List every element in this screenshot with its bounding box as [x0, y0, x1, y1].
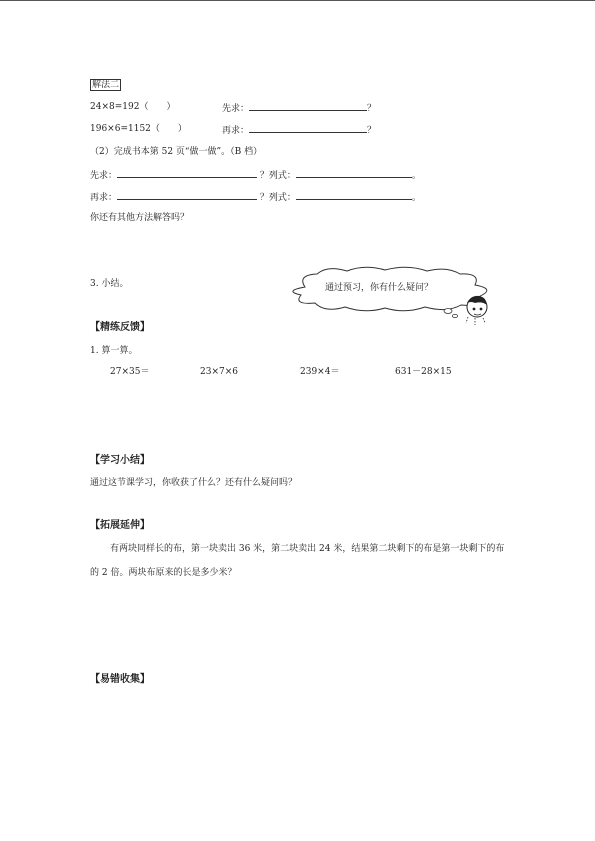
task2-formula-prompt: ？列式：	[259, 171, 296, 181]
method2-row2-prompt: 再求：	[222, 126, 250, 136]
period: 。	[411, 193, 421, 203]
answer-blank[interactable]	[249, 101, 367, 111]
question-mark: ？	[367, 104, 377, 114]
other-methods-question: 你还有其他方法解答吗？	[90, 213, 190, 223]
task2-instruction: （2）完成书本第 52 页“做一做”。（B 档）	[90, 147, 263, 157]
cartoon-child-icon	[466, 296, 487, 325]
method2-row1-expression: 24×8=192（ ）	[90, 102, 176, 112]
practice-item-label: 1. 算一算。	[90, 346, 138, 356]
practice-expression-3: 239×4＝	[300, 367, 340, 377]
task2-then-line	[90, 190, 421, 204]
method2-row1-prompt: 先求：	[222, 104, 250, 114]
task2-then-prompt: 再求：	[90, 193, 118, 203]
practice-expression-1: 27×35＝	[110, 367, 150, 377]
method2-row1-prompt-line	[222, 101, 376, 115]
thought-bubble-illustration	[285, 265, 500, 330]
learning-summary-heading: 【学习小结】	[90, 455, 150, 466]
task2-first-line	[90, 168, 421, 182]
extension-problem-text: 有两块同样长的布，第一块卖出 36 米，第二块卖出 24 米，结果第二块剩下的布是第一块剩下的布的 2 倍。两块布原来的长是多少米？	[90, 544, 505, 578]
practice-expression-2: 23×7×6	[200, 367, 238, 377]
method2-label: 解法二	[92, 80, 120, 90]
question-mark: ？	[367, 126, 377, 136]
practice-expression-4: 631－28×15	[395, 367, 452, 377]
extension-heading: 【拓展延伸】	[90, 520, 150, 531]
answer-blank[interactable]	[117, 190, 257, 200]
answer-blank[interactable]	[117, 168, 257, 178]
task2-first-prompt: 先求：	[90, 171, 118, 181]
method2-label-box	[90, 79, 121, 91]
mistakes-heading: 【易错收集】	[90, 674, 150, 685]
summary-item-label: 3. 小结。	[90, 279, 129, 289]
formula-blank[interactable]	[296, 168, 412, 178]
page-top-border	[0, 0, 595, 1]
method2-row2-prompt-line	[222, 123, 376, 137]
method2-row2-expression: 196×6=1152（ ）	[90, 124, 187, 134]
learning-summary-text: 通过这节课学习，你收获了什么？还有什么疑问吗？	[90, 478, 298, 488]
formula-blank[interactable]	[296, 190, 412, 200]
period: 。	[411, 171, 421, 181]
task2-formula-prompt: ？列式：	[259, 193, 296, 203]
practice-heading: 【精练反馈】	[90, 322, 150, 333]
thought-bubble-text: 通过预习，你有什么疑问？	[325, 283, 434, 293]
answer-blank[interactable]	[249, 123, 367, 133]
